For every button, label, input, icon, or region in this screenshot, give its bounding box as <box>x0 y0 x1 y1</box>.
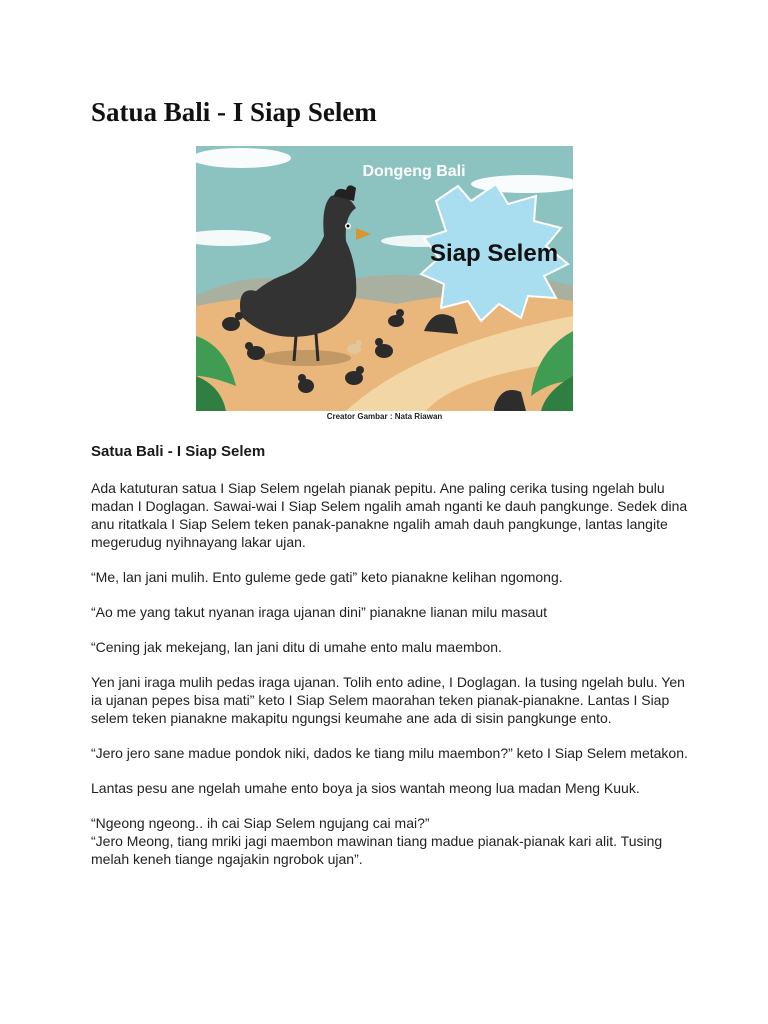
paragraph: “Cening jak mekejang, lan jani ditu di umahe ento malu maembon. <box>91 639 502 655</box>
paragraph: Lantas pesu ane ngelah umahe ento boya ja sios wantah meong lua madan Meng Kuuk. <box>91 780 640 796</box>
story-illustration <box>196 146 573 411</box>
image-caption: Creator Gambar : Nata Riawan <box>326 412 443 421</box>
paragraph: Ada katuturan satua I Siap Selem ngelah pianak pepitu. Ane paling cerika tusing ngelah bulu madan I Doglagan. Sawai-wai I Siap Selem ngalih amah nganti ke dauh pangkunge. Sedek dina anu ritatkala I Siap Selem teken panak-panakne ngalih amah dauh pangkunge, lantas langite megerudug nyihnayang lakar ujan. <box>91 480 688 550</box>
section-heading: Satua Bali - I Siap Selem <box>91 443 266 460</box>
page-title: Satua Bali - I Siap Selem <box>91 97 377 127</box>
badge-text: Siap Selem <box>429 240 559 267</box>
paragraph: “Me, lan jani mulih. Ento guleme gede gati” keto pianakne kelihan ngomong. <box>91 569 563 585</box>
paragraph: “Jero Meong, tiang mriki jagi maembon mawinan tiang madue pianak-pianak kari alit. Tusing melah keneh tiange ngajakin ngrobok ujan”. <box>91 833 663 867</box>
paragraph: Yen jani iraga mulih pedas iraga ujanan. Tolih ento adine, I Doglagan. Ia tusing ngelah bulu. Yen ia ujanan pepes bisa mati” keto I Siap Selem maorahan teken pianak-pianakne. Lantas I Siap selem teken pianakne makapitu ngungsi keumahe ane ada di sisin pangkunge ento. <box>91 674 685 726</box>
banner-text: Dongeng Bali <box>362 163 466 180</box>
paragraph: “Ao me yang takut nyanan iraga ujanan dini” pianakne lianan milu masaut <box>91 604 548 620</box>
paragraph: “Ngeong ngeong.. ih cai Siap Selem ngujang cai mai?” <box>91 815 430 831</box>
paragraph: “Jero jero sane madue pondok niki, dados ke tiang milu maembon?” keto I Siap Selem metakon. <box>91 745 688 761</box>
story-body <box>91 479 691 885</box>
